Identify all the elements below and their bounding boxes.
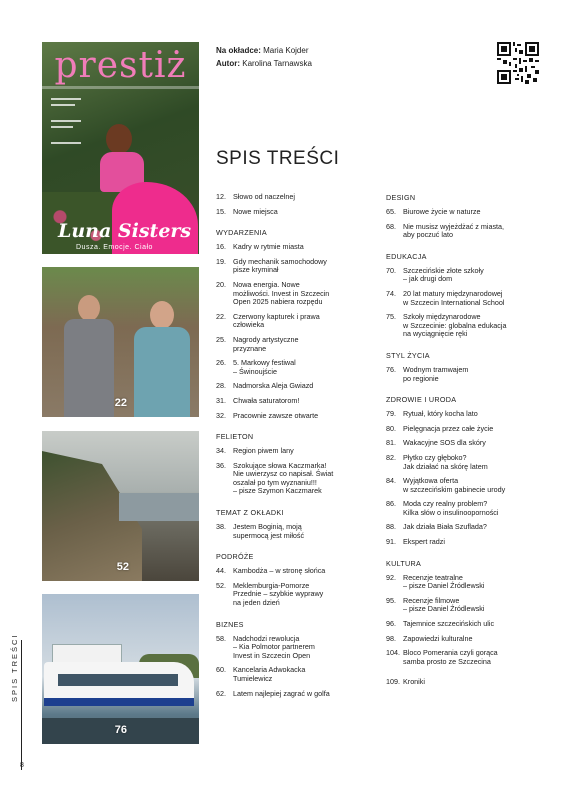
toc-entry-title: Szokujące słowa Kaczmarka! Nie uwierzysz co napisał. Świat oszalał po tym wyznaniu!!! – pisze Szymon Kaczmarek	[233, 460, 334, 496]
toc-entry-title: Czerwony kapturek i prawa człowieka	[233, 311, 320, 330]
magazine-cover-image	[42, 42, 199, 254]
toc-page-number: 98.	[386, 633, 396, 643]
toc-entry-title: Biurowe życie w naturze	[403, 207, 481, 216]
toc-entry-title: Pielęgnacja przez całe życie	[403, 423, 494, 433]
toc-entry-title: Wodnym tramwajem po regionie	[403, 364, 469, 383]
toc-entry[interactable]	[386, 366, 546, 383]
cover-side-line	[51, 120, 81, 122]
toc-entry[interactable]	[216, 690, 366, 699]
toc-page-number: 32.	[216, 410, 226, 420]
toc-entry-title: Szczecińskie złote szkoły – jak drugi dom	[403, 265, 484, 284]
page-title: SPIS TREŚCI	[216, 148, 340, 169]
toc-page-number: 12.	[216, 192, 226, 201]
toc-entry[interactable]	[216, 567, 366, 576]
toc-entry[interactable]	[386, 620, 546, 629]
toc-entry-title: Jestem Boginią, moją supermocą jest miłość	[233, 522, 305, 540]
toc-page-number: 88.	[386, 522, 396, 532]
toc-entry-title: Meklemburgia-Pomorze Przednie – szybkie wyprawy na jeden dzień	[233, 580, 324, 608]
toc-entry[interactable]	[386, 574, 546, 591]
toc-page-number: 104.	[386, 648, 400, 658]
section-heading-kultura: KULTURA	[386, 558, 422, 568]
toc-entry-title: Kadry w rytmie miasta	[233, 242, 304, 252]
toc-entry-title: Bloco Pomerania czyli gorąca samba prosto ze Szczecina	[403, 648, 498, 666]
credits	[216, 44, 312, 70]
toc-entry-title: Recenzje teatralne – pisze Daniel Źródlewski	[403, 572, 485, 591]
toc-page-number: 91.	[386, 537, 396, 547]
toc-entry-title: Kancelaria Adwokacka Tumielewicz	[233, 665, 306, 683]
toc-entry-title: Nowa energia. Nowe możliwości. Invest in Szczecin Open 2025 nabiera rozpędu	[233, 279, 330, 307]
section-heading-wydarzenia: WYDARZENIA	[216, 228, 267, 238]
cover-subheadline: Dusza. Emocje. Ciało	[76, 244, 153, 251]
toc-page-number: 20.	[216, 279, 226, 289]
toc-page-number: 68.	[386, 221, 396, 231]
toc-entry[interactable]	[216, 243, 366, 252]
photo-page-number: 52	[116, 561, 129, 573]
photo-woman	[134, 301, 190, 417]
side-section-label: SPIS TREŚCI	[10, 633, 19, 702]
toc-entry-title: Nowe miejsca	[233, 206, 278, 216]
toc-entry-title: Region piwem lany	[233, 446, 294, 456]
toc-entry-title: Wyjątkowa oferta w szczecińskim gabinecie urody	[403, 476, 506, 494]
toc-entry-title: Nie musisz wyjeżdżać z miasta, aby poczuć lato	[403, 221, 505, 240]
toc-entry-title: Nagrody artystyczne przyznane	[233, 334, 299, 353]
toc-entry-title: Zapowiedzi kulturalne	[403, 633, 473, 643]
toc-entry-title: Chwała saturatorom!	[233, 395, 300, 405]
toc-entry-title: 5. Markowy festiwal – Świnoujście	[233, 358, 296, 376]
photo-page-number: 22	[114, 397, 127, 409]
toc-entry[interactable]	[216, 359, 366, 376]
photo-sea	[119, 493, 199, 521]
toc-entry-title: Jak działa Biała Szuflada?	[403, 522, 487, 532]
cover-masthead-subline	[42, 86, 199, 89]
toc-page-number: 16.	[216, 242, 226, 252]
cover-model-head	[106, 124, 132, 154]
toc-page-number: 96.	[386, 619, 396, 629]
toc-entry[interactable]	[216, 582, 366, 608]
toc-entry-title: Ekspert radzi	[403, 537, 445, 547]
toc-entry[interactable]	[216, 193, 366, 202]
toc-page-number: 95.	[386, 595, 396, 605]
toc-entry-title: Rytuał, który kocha lato	[403, 409, 478, 419]
toc-page-number: 36.	[216, 460, 226, 470]
section-heading-edukacja: EDUKACJA	[386, 251, 427, 261]
toc-entry[interactable]	[216, 666, 366, 683]
page-number: 8	[20, 762, 24, 769]
toc-page-number: 86.	[386, 499, 396, 509]
toc-entry[interactable]	[216, 462, 366, 496]
toc-entry-title: Szkoły międzynarodowe w Szczecinie: globalna edukacja na wyciągnięcie ręki	[403, 312, 507, 339]
toc-entry-title: Nadmorska Aleja Gwiazd	[233, 381, 314, 391]
toc-page-number: 60.	[216, 665, 226, 675]
toc-entry[interactable]	[386, 454, 546, 471]
toc-entry[interactable]	[386, 500, 546, 517]
toc-entry[interactable]	[386, 439, 546, 448]
toc-entry[interactable]	[386, 635, 546, 644]
toc-entry[interactable]	[216, 258, 366, 275]
author-credit-value: Karolina Tarnawska	[242, 59, 312, 68]
toc-page-number: 44.	[216, 566, 226, 576]
toc-page-number: 19.	[216, 256, 226, 266]
toc-entry-title: Wakacyjne SOS dla skóry	[403, 438, 486, 448]
toc-entry-title: Pracownie zawsze otwarte	[233, 410, 319, 420]
cover-side-line	[51, 104, 75, 106]
author-credit	[216, 57, 312, 70]
toc-entry[interactable]	[216, 313, 366, 330]
section-heading-zdrowie: ZDROWIE I URODA	[386, 395, 457, 405]
cover-side-line	[51, 142, 81, 144]
toc-page-number: 79.	[386, 409, 396, 419]
toc-entry-title: Kroniki	[403, 677, 425, 687]
cover-side-line	[51, 126, 73, 128]
photo-two-people	[42, 267, 199, 417]
toc-entry[interactable]	[216, 447, 366, 456]
section-heading-biznes: BIZNES	[216, 619, 244, 629]
toc-entry[interactable]	[386, 425, 546, 434]
cover-credit-value: Maria Kojder	[263, 46, 309, 55]
toc-entry[interactable]	[216, 635, 366, 661]
toc-entry-title: Gdy mechanik samochodowy pisze kryminał	[233, 256, 327, 275]
toc-page-number: 76.	[386, 364, 396, 374]
toc-page-number: 92.	[386, 572, 396, 582]
section-heading-felieton: FELIETON	[216, 432, 254, 442]
toc-entry-title: Moda czy realny problem? Kilka słów o insulinooporności	[403, 499, 499, 517]
toc-column-right	[386, 193, 546, 693]
toc-page-number: 15.	[216, 206, 226, 216]
section-heading-styl-zycia: STYL ŻYCIA	[386, 350, 430, 360]
toc-entry-title: Nadchodzi rewolucja – Kia Polmotor partnerem Invest in Szczecin Open	[233, 633, 315, 660]
toc-entry[interactable]	[216, 281, 366, 307]
toc-entry[interactable]	[216, 523, 366, 540]
toc-page-number: 75.	[386, 312, 396, 322]
toc-entry[interactable]	[386, 290, 546, 307]
cover-credit	[216, 44, 312, 57]
toc-entry[interactable]	[216, 397, 366, 406]
toc-page-number: 28.	[216, 381, 226, 391]
toc-entry-title: Płytko czy głęboko? Jak działać na skórę latem	[403, 452, 488, 471]
photo-coast-cliff	[42, 431, 199, 581]
toc-entry[interactable]	[386, 313, 546, 339]
toc-entry-title: Latem najlepiej zagrać w golfa	[233, 688, 330, 698]
cover-masthead: prestiż	[54, 45, 187, 86]
toc-page-number: 70.	[386, 265, 396, 275]
toc-entry[interactable]	[386, 538, 546, 547]
toc-entry[interactable]	[386, 597, 546, 614]
toc-page-number: 25.	[216, 334, 226, 344]
cover-side-line	[51, 98, 81, 100]
cover-credit-label: Na okładce:	[216, 46, 261, 55]
photo-ship-vessel	[44, 644, 194, 716]
section-heading-temat: TEMAT Z OKŁADKI	[216, 508, 284, 518]
toc-page-number: 80.	[386, 423, 396, 433]
toc-entry[interactable]	[386, 477, 546, 494]
toc-entry[interactable]	[216, 412, 366, 421]
toc-page-number: 74.	[386, 288, 396, 298]
toc-entry[interactable]	[386, 410, 546, 419]
toc-entry[interactable]	[386, 267, 546, 284]
toc-page-number: 31.	[216, 395, 226, 405]
toc-column-left	[216, 193, 366, 704]
toc-page-number: 52.	[216, 580, 226, 590]
toc-entry-title: Kambodża – w stronę słońca	[233, 566, 326, 576]
toc-entry-title: Słowo od naczelnej	[233, 192, 295, 201]
toc-page-number: 62.	[216, 688, 226, 698]
toc-entry[interactable]	[386, 523, 546, 532]
toc-page-number: 38.	[216, 522, 226, 532]
toc-entry[interactable]	[216, 336, 366, 353]
toc-page-number: 82.	[386, 452, 396, 462]
toc-entry-title: Tajemnice szczecińskich ulic	[403, 619, 495, 629]
toc-page-number: 84.	[386, 476, 396, 486]
toc-entry-title: Recenzje filmowe – pisze Daniel Źródlewski	[403, 595, 485, 614]
side-divider-line	[21, 640, 22, 770]
toc-entry[interactable]	[216, 208, 366, 217]
section-heading-podroze: PODRÓŻE	[216, 552, 254, 562]
toc-page-number: 58.	[216, 633, 226, 643]
photo-man	[64, 295, 114, 417]
section-heading-design: DESIGN	[386, 193, 416, 202]
toc-page-number: 26.	[216, 358, 226, 368]
toc-entry[interactable]	[216, 382, 366, 391]
photo-ship	[42, 594, 199, 744]
cover-headline: Luna Sisters	[58, 220, 192, 242]
toc-page-number: 34.	[216, 446, 226, 456]
author-credit-label: Autor:	[216, 59, 240, 68]
toc-entry[interactable]	[386, 208, 546, 217]
toc-entry[interactable]	[386, 678, 546, 687]
toc-page-number: 109.	[386, 677, 400, 687]
photo-page-number: 76	[114, 724, 127, 736]
qr-code[interactable]	[497, 42, 539, 84]
toc-page-number: 22.	[216, 311, 226, 321]
toc-entry-title: 20 lat matury międzynarodowej w Szczecin International School	[403, 288, 505, 307]
toc-entry[interactable]	[386, 649, 546, 666]
toc-entry[interactable]	[386, 223, 546, 240]
toc-page-number: 65.	[386, 207, 396, 216]
toc-page-number: 81.	[386, 438, 396, 448]
